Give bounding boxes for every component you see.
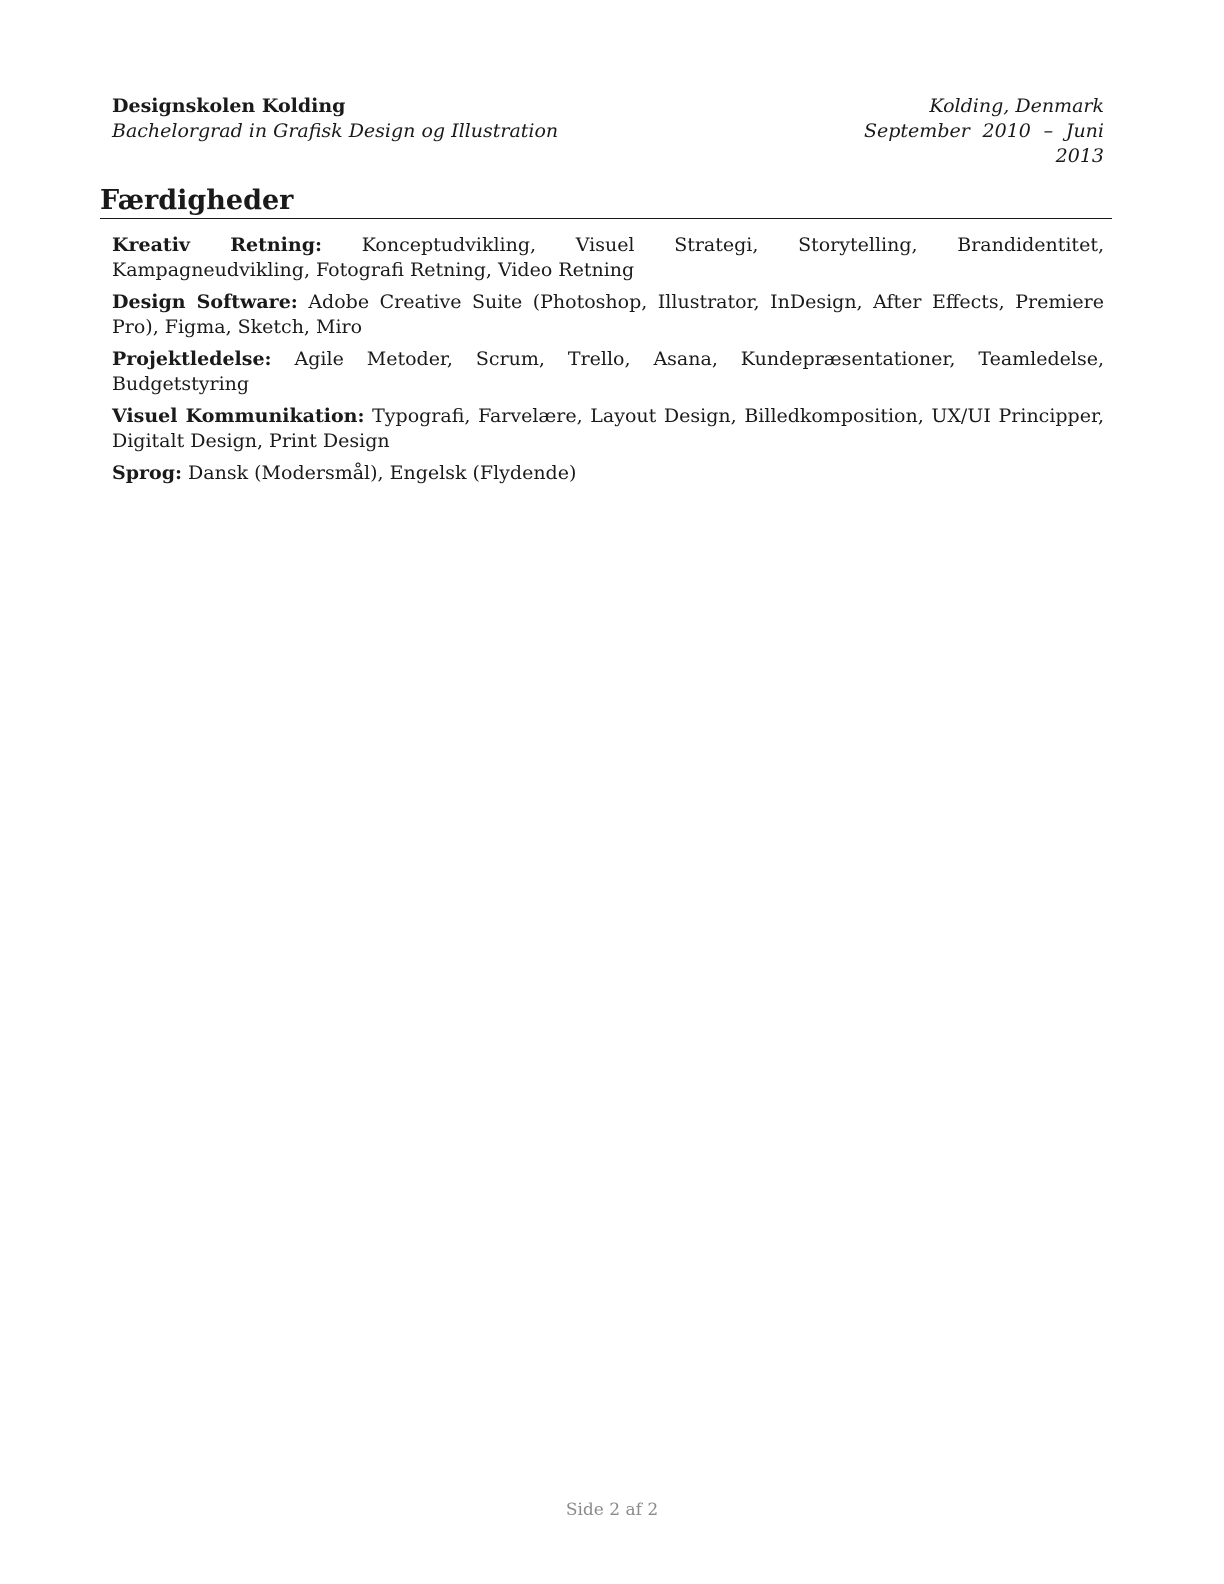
skill-item-design-software — [112, 290, 1104, 340]
education-right-column — [864, 94, 1104, 169]
skill-label: Kreativ Retning: — [112, 234, 323, 256]
school-name: Designskolen Kolding — [112, 95, 346, 117]
skill-label: Sprog: — [112, 462, 182, 484]
skill-item-visuel-kommunikation — [112, 404, 1104, 454]
degree-title: Bachelorgrad in Grafisk Design og Illustration — [112, 120, 559, 142]
education-dates: September 2010 – Juni 2013 — [864, 120, 1104, 167]
skill-value: Typografi, Farvelære, Layout Design, Billedkomposition, UX/UI Principper, Digitalt Design, Print Design — [112, 405, 1105, 452]
skill-item-sprog — [112, 461, 1104, 486]
education-left-column — [112, 94, 672, 144]
skill-label: Projektledelse: — [112, 348, 272, 370]
skill-item-projektledelse — [112, 347, 1104, 397]
skill-item-kreativ-retning — [112, 233, 1104, 283]
skill-value: Agile Metoder, Scrum, Trello, Asana, Kundepræsentationer, Teamledelse, Budgetstyring — [112, 348, 1105, 395]
skill-value: Adobe Creative Suite (Photoshop, Illustrator, InDesign, After Effects, Premiere Pro), Figma, Sketch, Miro — [112, 291, 1104, 338]
skill-value: Konceptudvikling, Visuel Strategi, Storytelling, Brandidentitet, Kampagneudvikling, Fotografi Retning, Video Retning — [112, 234, 1104, 281]
education-location: Kolding, Denmark — [929, 95, 1104, 117]
skill-value: Dansk (Modersmål), Engelsk (Flydende) — [188, 462, 577, 484]
skills-heading: Færdigheder — [100, 184, 1112, 219]
skill-label: Visuel Kommunikation: — [112, 405, 365, 427]
page-number-footer: Side 2 af 2 — [565, 1500, 659, 1520]
skills-list — [112, 233, 1104, 493]
skill-label: Design Software: — [112, 291, 298, 313]
